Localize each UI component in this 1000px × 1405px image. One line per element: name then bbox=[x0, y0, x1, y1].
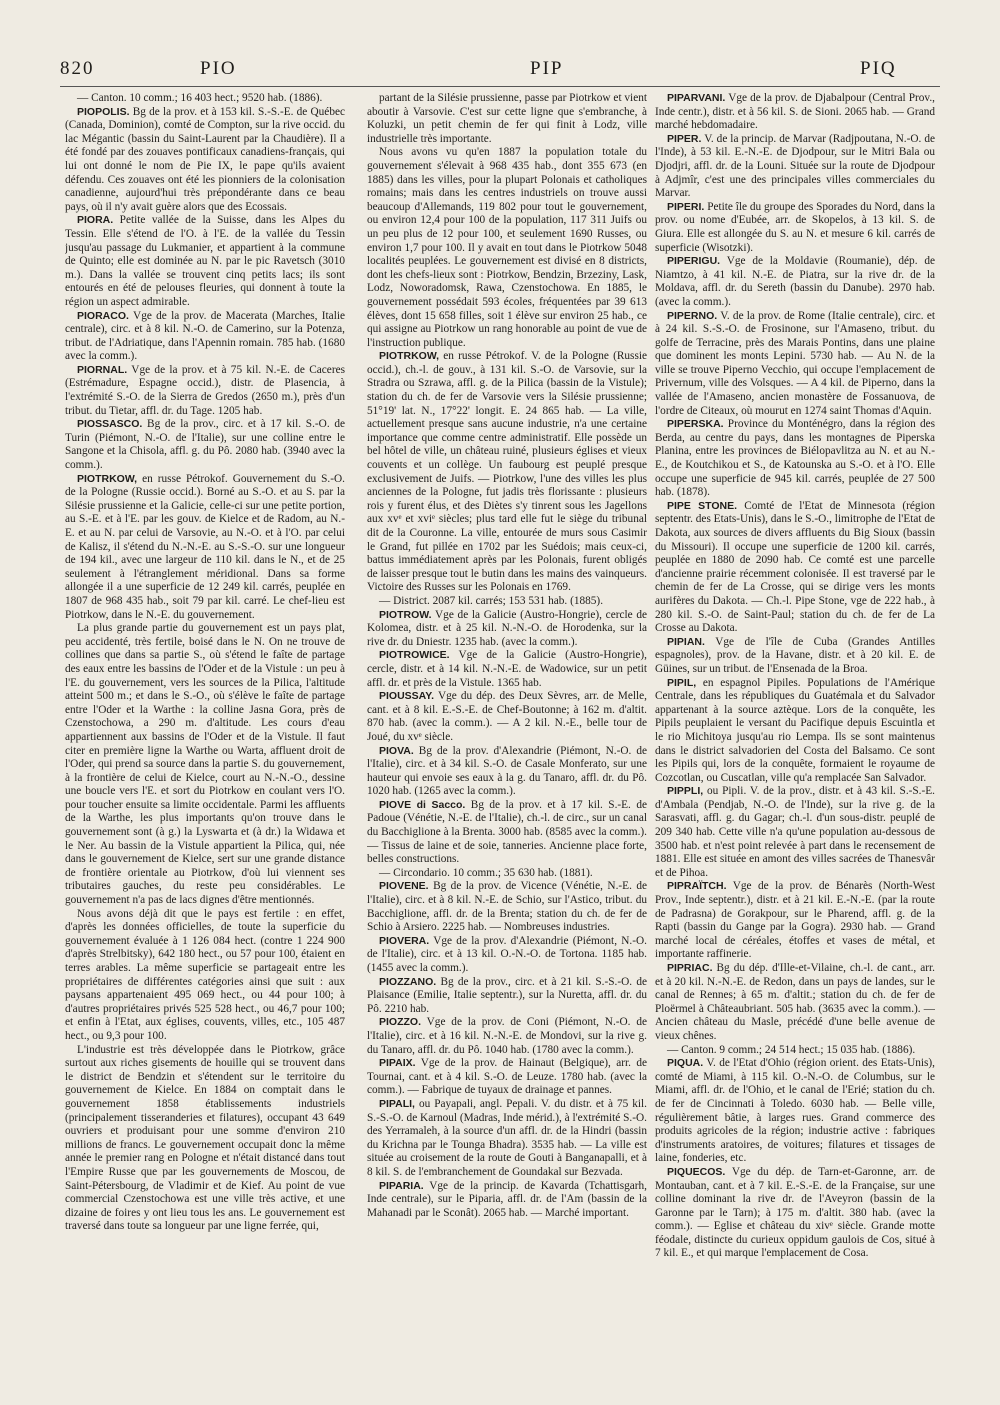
dictionary-entry bbox=[655, 255, 935, 309]
entry-headword: PIOUSSAY. bbox=[379, 690, 435, 703]
entry-text: Bg de la prov. de Vicence (Vénétie, N.-E. de l'Italie), circ. et à 8 kil. N.-E. de Schio, sur l'Astico, tribut. du Bacchiglione, affl. dr. de la Brenta; station du ch. de fer de Schio à Arsiero. 2225 hab. — Nombreuses industries. bbox=[367, 880, 647, 934]
header-middle-guide: PIP bbox=[530, 58, 564, 79]
dictionary-entry bbox=[655, 880, 935, 962]
dictionary-entry bbox=[655, 785, 935, 880]
dictionary-entry bbox=[655, 962, 935, 1044]
entry-text: Vge de la prov. de Djabalpour (Central Prov., Inde centr.), distr. et à 56 kil. S. de Sioni. 2065 hab. — Grand marché hebdomadaire. bbox=[655, 92, 935, 132]
entry-text: V. de la prov. de Rome (Italie centrale), circ. et à 24 kil. S.-S.-O. de Frosinone, sur l'Amaseno, tribut. du golfe de Terracine, près des Marais Pontins, dans une plaine que dominent les monts Lepini. 5730 hab. — Au N. de la ville se trouve Piperno Vecchio, qui occupe l'emplacement de Privernum, ville des Volsques. — A 4 kil. de Piperno, dans la vallée de l'Amaseno, ancien monastère de Fossanuova, de l'ordre de Citeaux, où mourut en 1274 saint Thomas d'Aquin. bbox=[655, 309, 935, 417]
entry-text: en espagnol Pipiles. Populations de l'Amérique Centrale, dans les républiques du Guatémala et du Salvador appartenant à la source aztèque. Lors de la conquête, les Pipils peuplaient le versant du Pacifique depuis Escuintla et le rio Michitoya jusqu'au rio Lempa. Ils se sont maintenus dans le district salvadorien del Costa del Balsamo. Ce sont les Pipils qui, lors de la conquête, formaient le royaume de Cozcotlan, ou Cuscatlan, ville qu'a remplacée San Salvador. bbox=[655, 676, 935, 784]
entry-text: Vge du dép. des Deux Sèvres, arr. de Melle, cant. et à 8 kil. E.-S.-E. de Chef-Boutonne; à 162 m. d'altit. 870 hab. (avec la comm.). — A 2 kil. N.-E., belle tour de Joué, du xvᵉ siècle. bbox=[367, 690, 647, 743]
entry-headword: PIORA. bbox=[77, 214, 114, 227]
entry-headword: PIOVE di Sacco. bbox=[379, 798, 466, 811]
dictionary-entry bbox=[655, 1057, 935, 1166]
header-rule bbox=[60, 86, 940, 87]
entry-headword: PIOTROW. bbox=[379, 608, 432, 621]
dictionary-entry bbox=[65, 106, 345, 215]
entry-headword: PIPRAÏTCH. bbox=[667, 880, 727, 893]
entry-headword: PIPARIA. bbox=[379, 1179, 424, 1192]
entry-text: V. de la princip. de Marvar (Radjpoutana, N.-O. de l'Inde), à 53 kil. E.-N.-E. de Djodpour, sur le Mitri Bala ou Djodjri, affl. dr. de la Louni. Située sur la route de Djodpour à Adjmîr, c'est une des principales villes commerciales du Marvar. bbox=[655, 132, 935, 200]
entry-text: Province du Monténégro, dans la région des Berda, au centre du pays, dans les montagnes de Piperska Planina, entre les provinces de Biélopavlitza au N. et au N.-E., de Koutchikou et S., de Katounska au S.-O. et à l'O. Elle occupe une superficie de 945 kil. carrés, peuplée de 27 500 hab. (1878). bbox=[655, 418, 935, 499]
entry-headword: PIPIL, bbox=[667, 676, 697, 689]
entry-headword: PIOTROWICE. bbox=[379, 649, 450, 662]
entry-text: La plus grande partie du gouvernement est un pays plat, peu accidenté, très fertile, boisé dans le N. On ne trouve de collines que dans sa partie S., où s'étend le faîte de partage des eaux entre les bassins de l'Oder et de la Vistule : un peu à l'E. du gouvernement, vers les sources de la Pilica, l'altitude atteint 500 m.; et dans le S.-O., où s'élève le faîte de partage entre l'Oder et la Warthe : la colline Jasna Gora, près de Czenstochowa, a 290 m. d'altitude. Les cours d'eau appartiennent aux bassins de l'Oder et de la Vistule. Il faut citer en première ligne la Warthe ou Warta, affluent droit de l'Oder, qui prend sa source dans la partie S. du gouvernement, à la frontière de celui de Kielce, court au N.-N.-O., dessine une boucle vers l'E. et sort du Piotrkow en coulant vers l'O. pour toucher ensuite sa limite occidentale. Parmi les affluents de la Warthe, les plus importants qu'on trouve dans le gouvernement sont (à g.) la Lyswarta et (à dr.) la Widawa et le Ner. Au bassin de la Vistule appartient la Pilica, qui, née dans le gouvernement de Kielce, sert sur une grande distance de frontière orientale au Piotrkow, d'où lui viennent ses tributaires gauches, du reste peu considérables. Le gouvernement n'a pas de lacs dignes d'être mentionnés. bbox=[65, 622, 345, 907]
dictionary-entry bbox=[367, 690, 647, 744]
entry-headword: PIOVENE. bbox=[379, 880, 429, 893]
entry-text: Bg de la prov. et à 17 kil. S.-E. de Padoue (Vénétie, N.-E. de l'Italie), ch.-l. de circ., sur un canal du Bacchiglione à la Brenta. 3000 hab. (8585 avec la comm.). — Tissus de laine et de soie, tanneries. Ancienne place forte, belles constructions. bbox=[367, 798, 647, 866]
entry-text: Vge de la Galicie (Austro-Hongrie), cercle de Kolomea, distr. et à 25 kil. N.-N.-O. de Horodenka, sur la rive dr. du Dniestr. 1235 hab. (avec la comm.). bbox=[367, 608, 647, 648]
entry-headword: PIOSSASCO. bbox=[77, 418, 143, 431]
entry-text: Vge de l'île de Cuba (Grandes Antilles espagnoles), prov. de la Havane, distr. et à 20 kil. E. de Güines, sur un tribut. de l'Ensenada de la Broa. bbox=[655, 635, 935, 675]
dictionary-entry bbox=[367, 1098, 647, 1180]
dictionary-entry bbox=[65, 214, 345, 309]
entry-headword: PIPRIAC. bbox=[667, 962, 713, 974]
entry-text: V. de l'Etat d'Ohio (région orient. des Etats-Unis), comté de Miami, à 115 kil. O.-N.-O. de Columbus, sur le Miami, affl. dr. de l'Ohio, et le canal de l'Erié; station du ch. de fer de Cincinnati à Toledo. 6030 hab. — Belle ville, régulièrement bâtie, à larges rues. Grand commerce des produits agricoles de la région; industrie active : fabriques d'instruments aratoires, de voitures; filatures et tissages de laine, fonderies, etc. bbox=[655, 1057, 935, 1165]
dictionary-entry bbox=[655, 201, 935, 255]
running-header bbox=[60, 58, 940, 84]
entry-headword: PIPAIX. bbox=[379, 1057, 416, 1070]
entry-headword: PIPERSKA. bbox=[667, 418, 724, 431]
entry-headword: PIPALI, bbox=[379, 1097, 415, 1110]
dictionary-entry bbox=[367, 880, 647, 934]
dictionary-entry bbox=[367, 1180, 647, 1221]
dictionary-entry bbox=[655, 677, 935, 786]
dictionary-entry bbox=[65, 364, 345, 418]
entry-text: Vge de la prov. de Macerata (Marches, Italie centrale), circ. et à 8 kil. N.-O. de Camerino, sur la Potenza, tribut. de l'Adriatique, dans l'Apennin romain. 785 hab. (1680 avec la comm.). bbox=[65, 309, 345, 363]
dictionary-entry bbox=[367, 935, 647, 976]
entry-text: ou Pipli. V. de la prov., distr. et à 43 kil. S.-S.-E. d'Ambala (Pendjab, N.-O. de l'Inde), sur la rive g. de la Sarasvati, affl. g. du Gagar; ch.-l. d'un sous-distr. peuplé de 209 340 hab. Cette ville n'a qu'une population au-dessous de 3500 hab. et n'est point relevée à part dans le recensement de 1881. Elle est située en amont des villes sacrées de Thanesvâr et de Pihoa. bbox=[655, 785, 935, 879]
dictionary-entry bbox=[367, 595, 647, 609]
entry-text: en russe Pétrokof. Gouvernement du S.-O. de la Pologne (Russie occid.). Borné au S.-O. et au S. par la Silésie prussienne et la Galicie, celle-ci sur une petite portion, au S.-E. et à l'E. par les gouv. de Kielce et de Radom, au N.-E. et au N. par celui de Varsovie, au N.-O. et à l'O. par celui de Kalisz, il s'étend du N.-N.-E. au S.-S.-O. sur une longueur de 194 kil., avec une largeur de 110 kil. dans le N., et de 25 seulement à l'étranglement méridional. Dans sa forme allongée il a une superficie de 12 249 kil. carrés, peuplée en 1807 de 968 435 hab., soit 79 par kil. carré. Le chef-lieu est Piotrkow, dans le N.-E. du gouvernement. bbox=[65, 472, 345, 621]
entry-text: — Canton. 10 comm.; 16 403 hect.; 9520 hab. (1886). bbox=[77, 92, 323, 104]
entry-text: en russe Pétrokof. V. de la Pologne (Russie occid.), ch.-l. de gouv., à 131 kil. S.-O. de Varsovie, sur la Stradra ou Szrawa, affl. g. de la Pilica (bassin de la Vistule); station du ch. de fer de Varsovie vers la Silésie prussienne; 51°19' lat. N., 17°22' longit. E. 24 865 hab. — La ville, actuellement presque sans aucune industrie, n'a une certaine importance que comme centre administratif. Elle possède un bel hôtel de ville, un château ruiné, plusieurs églises et vieux couvents et un collège. Un faubourg est peuplé presque exclusivement de Juifs. — Piotrkow, l'une des villes les plus anciennes de la Pologne, fut jadis très florissante : plusieurs rois y furent élus, et des Diètes s'y tinrent sous les Jagellons aux xvᵉ et xviᵉ siècles; plus tard elle fut le siège du tribunal dit de la Couronne. La ville, entourée de murs sous Casimir le Grand, fut pillée en 1702 par les Suédois; mais ceux-ci, battus immédiatement après par les Polonais, furent obligés de laisser presque tout le butin dans les mains des vainqueurs. Victoire des Russes sur les Polonais en 1769. bbox=[367, 350, 647, 594]
entry-headword: PIOTRKOW, bbox=[379, 350, 440, 363]
entry-text: L'industrie est très développée dans le Piotrkow, grâce surtout aux riches gisements de houille qui se trouvent dans le district de Bendzin et s'étendent sur le territoire du gouvernement de Kielce. En 1884 on comptait dans le gouvernement 1858 établissements industriels (principalement tisseranderies et filatures), occupant 43 649 ouvriers et produisant pour une somme d'environ 210 millions de francs. Le gouvernement occupait donc la même année le premier rang en Pologne et n'était distancé dans tout l'Empire Russe que par les gouvernements de Moscou, de Saint-Pétersbourg, de Vladimir et de Kief. Au point de vue commercial Czenstochowa est une ville très active, et une dizaine de foires y ont lieu tous les ans. Le gouvernement est traversé dans toute sa longueur par une ligne ferrée, qui, bbox=[65, 1043, 345, 1233]
dictionary-entry bbox=[367, 146, 647, 350]
entry-text: Bg de la prov., circ. et à 17 kil. S.-O. de Turin (Piémont, N.-O. de l'Italie), sur une colline entre le Sangone et la Chisola, affl. g. du Pô. 2080 hab. (3940 avec la comm.). bbox=[65, 418, 345, 472]
entry-text: Bg de la prov. d'Alexandrie (Piémont, N.-O. de l'Italie), circ. et à 34 kil. S.-O. de Casale Monferato, sur une hauteur qui envoie ses eaux à la g. du Tanaro, affl. dr. du Pô. 1020 hab. (1265 avec la comm.). bbox=[367, 744, 647, 798]
dictionary-entry bbox=[655, 418, 935, 500]
dictionary-entry bbox=[367, 609, 647, 650]
dictionary-entry bbox=[367, 1016, 647, 1057]
column-2 bbox=[367, 92, 647, 1392]
entry-text: Bg du dép. d'Ille-et-Vilaine, ch.-l. de cant., arr. et à 20 kil. N.-N.-E. de Redon, dans un pays de landes, sur le canal de Rennes; à 65 m. d'altit.; station du ch. de fer de Ploërmel à Châteaubriant. 505 hab. (3635 avec la comm.). — Ancien château du Masle, précédé d'une belle avenue de vieux chênes. bbox=[655, 962, 935, 1042]
dictionary-entry bbox=[65, 1044, 345, 1234]
dictionary-entry bbox=[65, 418, 345, 472]
entry-text: Vge de la princip. de Kavarda (Tchattisgarh, Inde centrale), sur le Piparia, affl. dr. de l'Am (bassin de la Mahanadi par le Sconât). 2065 hab. — Marché important. bbox=[367, 1179, 647, 1219]
entry-text: — District. 2087 kil. carrés; 153 531 hab. (1885). bbox=[379, 594, 604, 607]
entry-headword: PIOZZANO. bbox=[379, 975, 437, 988]
dictionary-entry bbox=[655, 92, 935, 133]
dictionary-entry bbox=[655, 310, 935, 419]
entry-headword: PIPIAN. bbox=[667, 635, 705, 648]
entry-headword: PIPERI. bbox=[667, 200, 705, 213]
header-right-guide: PIQ bbox=[860, 58, 897, 79]
entry-headword: PIQUECOS. bbox=[667, 1165, 726, 1178]
entry-headword: PIOVERA. bbox=[379, 934, 430, 947]
entry-headword: PIORNAL. bbox=[77, 363, 128, 376]
entry-text: Vge de la prov. de Bénarès (North-West Prov., Inde septentr.), distr. et à 21 kil. E.-N.-E. (par la route de Padrasna) de Gorakpour, sur le Pharend, affl. g. de la Rapti (bassin du Gange par la Gogra). 2930 hab. — Grand marché local de céréales, étoffes et vases de métal, et importante raffinerie. bbox=[655, 880, 935, 961]
dictionary-entry bbox=[367, 1057, 647, 1098]
dictionary-entry bbox=[367, 350, 647, 595]
entry-headword: PIPPLI, bbox=[667, 785, 704, 798]
dictionary-entry bbox=[65, 908, 345, 1044]
entry-headword: PIPERIGU. bbox=[667, 255, 721, 268]
entry-text: ou Payapali, angl. Pepali. V. du distr. et à 75 kil. S.-S.-O. de Karnoul (Madras, Inde mérid.), à l'extrémité S.-O. des Yerramaleh, à la source d'un affl. dr. de la Hindri (bassin du Krichna par le Tounga Bhadra). 3535 hab. — La ville est située au croisement de la route de Gouti à Banganapalli, et à 8 kil. S. de l'embranchement de Goundakal sur Bezvada. bbox=[367, 1097, 647, 1178]
entry-headword: PIQUA. bbox=[667, 1057, 704, 1070]
entry-text: Bg de la prov., circ. et à 21 kil. S.-S.-O. de Plaisance (Emilie, Italie septentr.), sur la Nuretta, affl. dr. du Pô. 2210 hab. bbox=[367, 975, 647, 1015]
entry-text: Vge de la prov. de Hainaut (Belgique), arr. de Tournai, cant. et à 4 kil. S.-O. de Leuze. 1780 hab. (avec la comm.). — Fabrique de tuyaux de drainage et pannes. bbox=[367, 1057, 647, 1097]
dictionary-entry bbox=[367, 649, 647, 690]
dictionary-entry bbox=[655, 636, 935, 677]
entry-text: Petite île du groupe des Sporades du Nord, dans la prov. ou nome d'Eubée, arr. de Skopelos, à 13 kil. S. de Giura. Elle est allongée du S. au N. et mesure 6 kil. carrés de superficie (Wisotzki). bbox=[655, 200, 935, 254]
dictionary-entry bbox=[367, 745, 647, 799]
entry-headword: PIORACO. bbox=[77, 309, 129, 322]
entry-headword: PIPER. bbox=[667, 132, 702, 145]
entry-text: Nous avons vu qu'en 1887 la population totale du gouvernement s'élevait à 968 435 hab., dont 355 673 (en 1885) dans les villes, pour la plupart Polonais et catholiques romains; mais dans les centres industriels on trouve aussi beaucoup d'Allemands, 119 802 pour tout le gouvernement, ou environ 12,4 pour 100 de la population, 117 311 Juifs ou un peu plus de 12 pour 100, et seulement 1690 Russes, ou environ 1,7 pour 100. Il y avait en tout dans le Piotrkow 5048 localités peuplées. Le gouvernement est divisé en 8 districts, dont les chefs-lieux sont : Piotrkow, Bendzin, Brzeziny, Lask, Lodz, Noworadomsk, Rawa, Czenstochowa. En 1885, le gouvernement possédait 593 écoles, fréquentées par 39 613 élèves, dont 15 658 filles, soit 1 élève sur environ 25 hab., ce qui assigne au Piotrkow un rang honorable au point de vue de l'instruction publique. bbox=[367, 146, 647, 349]
dictionary-entry bbox=[655, 133, 935, 201]
entry-headword: PIOZZO. bbox=[379, 1016, 421, 1029]
entry-headword: PIOTRKOW, bbox=[77, 472, 138, 485]
dictionary-entry bbox=[367, 92, 647, 146]
dictionary-entry bbox=[367, 976, 647, 1017]
header-left-guide: PIO bbox=[200, 58, 237, 79]
entry-text: Nous avons déjà dit que le pays est fertile : en effet, d'après les données officielles, de toute la superficie du gouvernement évaluée à 1 126 084 hect. (contre 1 224 900 d'après Strelbitsky), 642 180 hect., ou 57 pour 100, étaient en terres arables. La même superficie se partageait entre les propriétaires de différentes catégories ainsi que suit : aux paysans appartenaient 495 069 hect., ou 44 pour 100; à d'autres propriétaires privés 525 528 hect., ou 46,7 pour 100; et enfin à l'Etat, aux églises, couvents, villes, etc., 105 487 hect., ou 9,3 pour 100. bbox=[65, 907, 345, 1042]
entry-text: Vge de la prov. d'Alexandrie (Piémont, N.-O. de l'Italie), circ. et à 13 kil. O.-N.-O. de Tortona. 1185 hab. (1455 avec la comm.). bbox=[367, 934, 647, 974]
entry-headword: PIOPOLIS. bbox=[77, 105, 130, 118]
dictionary-entry bbox=[65, 473, 345, 623]
entry-text: — Circondario. 10 comm.; 35 630 hab. (1881). bbox=[379, 866, 593, 879]
column-3 bbox=[655, 92, 935, 1392]
entry-headword: PIPERNO. bbox=[667, 309, 718, 322]
entry-text: Vge de la Moldavie (Roumanie), dép. de Niamtzo, à 41 kil. N.-E. de Piatra, sur la rive dr. de la Moldava, affl. dr. du Sereth (bassin du Danube). 2970 hab. (avec la comm.). bbox=[655, 255, 935, 308]
entry-headword: PIOVA. bbox=[379, 744, 414, 757]
entry-text: partant de la Silésie prussienne, passe par Piotrkow et vient aboutir à Varsovie. C'est sur cette ligne que s'embranche, à Koluzki, un petit chemin de fer qui finit à Lodz, ville industrielle très importante. bbox=[367, 92, 647, 145]
dictionary-entry bbox=[65, 622, 345, 907]
dictionary-entry bbox=[65, 310, 345, 364]
entry-text: Vge de la prov. de Coni (Piémont, N.-O. de l'Italie), circ. et à 16 kil. N.-N.-E. de Mondovi, sur la rive g. du Tanaro, affl. dr. du Pô. 1040 hab. (1780 avec la comm.). bbox=[367, 1016, 647, 1056]
page-number: 820 bbox=[60, 58, 95, 79]
dictionary-entry bbox=[655, 1044, 935, 1058]
entry-text: — Canton. 9 comm.; 24 514 hect.; 15 035 hab. (1886). bbox=[667, 1043, 916, 1056]
entry-text: Bg de la prov. et à 153 kil. S.-S.-E. de Québec (Canada, Dominion), comté de Compton, sur la rive occid. du lac Mégantic (bassin du Saint-Laurent par la Chaudière). Il a été fondé par des zouaves pontificaux canadiens-français, qui lui ont donné le nom de Pie IX, le pape qu'ils avaient défendu. Ces zouaves ont été les pionniers de la colonisation canadienne, aujourd'hui très prépondérante dans ce beau pays, où il n'y avait guère alors que des Ecossais. bbox=[65, 105, 345, 213]
dictionary-entry bbox=[655, 500, 935, 636]
entry-headword: PIPARVANI. bbox=[667, 92, 726, 104]
dictionary-entry bbox=[367, 867, 647, 881]
dictionary-entry bbox=[655, 1166, 935, 1261]
entry-text: Vge de la prov. et à 75 kil. N.-E. de Caceres (Estrémadure, Espagne occid.), distr. de Plasencia, à l'extrémité S.-O. de la Sierra de Gredos (2650 m.), près d'un tribut. du Tietar, affl. dr. du Tage. 1205 hab. bbox=[65, 363, 345, 417]
dictionary-entry bbox=[367, 799, 647, 867]
entry-text: Vge de la Galicie (Austro-Hongrie), cercle, distr. et à 14 kil. N.-N.-E. de Wadowice, sur un petit affl. dr. et près de la Vistule. 1365 hab. bbox=[367, 649, 647, 689]
entry-text: Petite vallée de la Suisse, dans les Alpes du Tessin. Elle s'étend de l'O. à l'E. de la vallée du Tessin jusqu'au passage du Lukmanier, et appartient à la commune de Quinto; elle est dominée au N. par le pic Ravetsch (3010 m.). Dans la vallée se trouvent cinq petits lacs; ils sont entourés en été de pelouses fleuries, qui donnent à toute la région un aspect admirable. bbox=[65, 214, 345, 308]
column-1 bbox=[65, 92, 345, 1392]
dictionary-entry bbox=[65, 92, 345, 106]
entry-headword: PIPE STONE. bbox=[667, 499, 738, 512]
entry-text: Comté de l'Etat de Minnesota (région septentr. des Etats-Unis), dans le S.-O., limitrophe de l'Etat de Dakota, aux sources de divers affluents du Big Sioux (bassin du Missouri). Il occupe une superficie de 1200 kil. carrés, peuplée en 1880 de 2090 hab. Ce comté est une parcelle d'ancienne prairie récemment colonisée. Il est traversé par le chemin de fer de La Crosse, qui se dirige vers les monts aurifères du Dakota. — Ch.-l. Pipe Stone, vge de 222 hab., à 280 kil. S.-O. de Saint-Paul; station du ch. de fer de La Crosse au Dakota. bbox=[655, 499, 935, 635]
entry-text: Vge du dép. de Tarn-et-Garonne, arr. de Montauban, cant. et à 7 kil. E.-S.-E. de la Française, sur une colline dominant la rive dr. de l'Aveyron (bassin de la Garonne par le Tarn); à 175 m. d'altit. 380 hab. (avec la comm.). — Eglise et château du xivᵉ siècle. Grande motte féodale, distincte du curieux oppidum gaulois de Cos, situé à 7 kil. E., et qui marque l'emplacement de Cosa. bbox=[655, 1165, 935, 1260]
